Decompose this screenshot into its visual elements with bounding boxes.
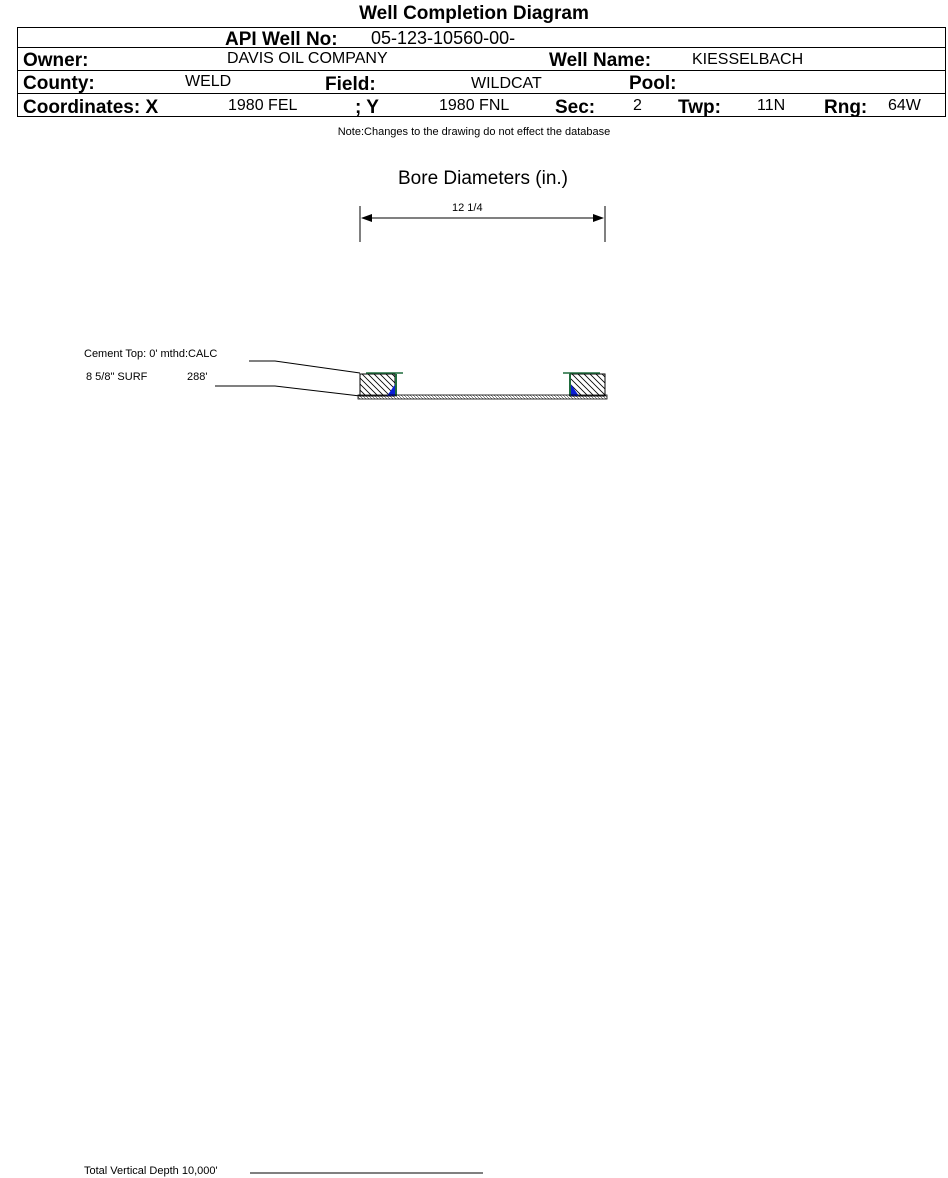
twp-value: 11N	[757, 97, 786, 114]
bore-dimension-right-arrow	[593, 214, 604, 222]
sec-label: Sec:	[555, 97, 596, 118]
field-value: WILDCAT	[471, 75, 542, 92]
casing-depth-label: 288'	[187, 371, 208, 383]
cement-top-leader	[249, 361, 360, 373]
county-label: County:	[23, 73, 95, 94]
rng-value: 64W	[888, 97, 921, 114]
casing-shoe	[358, 395, 607, 399]
coord-x-label: Coordinates: X	[23, 97, 159, 118]
casing-label: 8 5/8" SURF	[86, 371, 148, 383]
api-value: 05-123-10560-00-	[371, 28, 516, 48]
bore-diameters-title: Bore Diameters (in.)	[398, 168, 568, 189]
database-note: Note:Changes to the drawing do not effect the database	[337, 126, 611, 138]
total-depth-label: Total Vertical Depth 10,000'	[84, 1165, 218, 1177]
coord-x-value: 1980 FEL	[228, 97, 298, 114]
coord-y-label: ; Y	[355, 97, 379, 118]
pool-label: Pool:	[629, 73, 677, 94]
bore-diameter-label: 12 1/4	[452, 202, 483, 214]
coord-y-value: 1980 FNL	[439, 97, 510, 114]
field-label: Field:	[325, 74, 376, 95]
well-name-value: KIESSELBACH	[692, 51, 804, 68]
sec-value: 2	[633, 97, 642, 114]
rng-label: Rng:	[824, 97, 868, 118]
diagram-title: Well Completion Diagram	[359, 3, 589, 24]
cement-top-label: Cement Top: 0' mthd:CALC	[84, 348, 218, 360]
bore-dimension-left-arrow	[361, 214, 372, 222]
api-label: API Well No:	[225, 29, 338, 50]
owner-value: DAVIS OIL COMPANY	[227, 50, 388, 67]
twp-label: Twp:	[678, 97, 721, 118]
owner-label: Owner:	[23, 50, 89, 71]
county-value: WELD	[185, 73, 232, 90]
well-name-label: Well Name:	[549, 50, 652, 71]
casing-leader	[215, 386, 360, 396]
